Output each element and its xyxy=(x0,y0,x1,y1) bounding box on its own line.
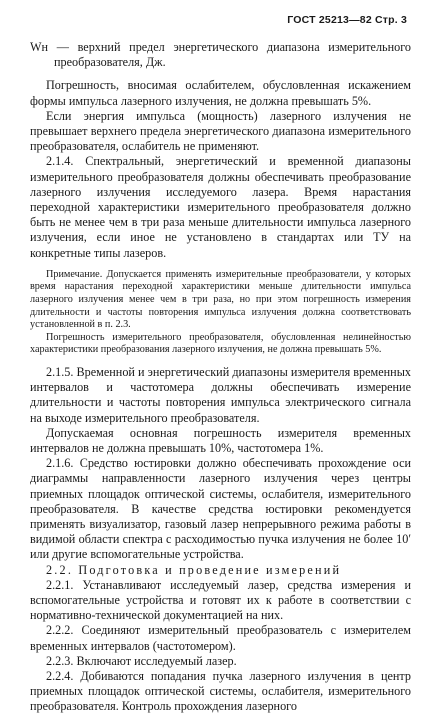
paragraph-2-2-4: 2.2.4. Добиваются попадания пучка лазерного излучения в центр приемных площадок оптической системы, ослабителя, измерительного преобразователя. Контроль прохождения лазерного xyxy=(30,669,411,714)
paragraph-2-2-2: 2.2.2. Соединяют измерительный преобразователь с измерителем временных интервалов (частотомером). xyxy=(30,623,411,653)
paragraph-attenuator-error: Погрешность, вносимая ослабителем, обусловленная искажением формы импульса лазерного излучения, не должна превышать 5%. xyxy=(30,78,411,108)
paragraph-attenuator-not-used: Если энергия импульса (мощность) лазерного излучения не превышает верхнего предела энергетического диапазона измерительного преобразователя, ослабитель не применяют. xyxy=(30,108,411,154)
paragraph-2-1-4: 2.1.4. Спектральный, энергетический и временной диапазоны измерительного преобразователя должны обеспечивать преобразование лазерного излучения исследуемого лазера. Время нарастания переходной характеристики измерительного преобразователя должно быть не менее чем в три раза меньше длительности импульса лазерного излучения, если иное не установлено в стандартах или ТУ на конкретные типы лазеров. xyxy=(30,154,411,260)
document-body xyxy=(30,40,411,715)
paragraph-2-1-6: 2.1.6. Средство юстировки должно обеспечивать прохождение оси диаграммы направленности лазерного излучения через центры приемных площадок оптической системы, ослабителя, измерительного преобразователя. В качестве средства юстировки рекомендуется применять визуализатор, газовый лазер непрерывного режима работы в видимой области спектра с расходимостью пучка излучения не более 10′ или другие вспомогательные устройства. xyxy=(30,456,411,562)
paragraph-base-error: Допускаемая основная погрешность измерителя временных интервалов не должна превышать 10%, частотомера 1%. xyxy=(30,425,411,456)
paragraph-2-1-5: 2.1.5. Временной и энергетический диапазоны измерителя временных интервалов и частотомера должны обеспечивать измерение длительности и частоты повторения импульса электрического сигнала на выходе измерительного преобразователя. xyxy=(30,365,411,425)
paragraph-2-2-1: 2.2.1. Устанавливают исследуемый лазер, средства измерения и вспомогательные устройства и готовят их к работе в соответствии с нормативно-технической документацией на них. xyxy=(30,577,411,623)
note-nonlinearity: Погрешность измерительного преобразователя, обусловленная нелинейностью характеристики преобразования лазерного излучения, не должна превышать 5%. xyxy=(30,331,411,356)
note-rise-time: Примечание. Допускается применять измерительные преобразователи, у которых время нарастания переходной характеристики меньше длительности импульса лазерного излучения менее чем в три раза, но при этом погрешность измерения длительности и частоты повторения импульса излучения должна соответствовать установленной в п. 2.3. xyxy=(30,268,411,331)
paragraph-wn-definition: Wн — верхний предел энергетического диапазона измерительного преобразователя, Дж. xyxy=(30,40,411,70)
section-heading-2-2: 2.2. Подготовка и проведение измерений xyxy=(46,562,342,577)
paragraph-2-2-3: 2.2.3. Включают исследуемый лазер. xyxy=(46,653,237,668)
page-header: ГОСТ 25213—82 Стр. 3 xyxy=(287,14,407,26)
